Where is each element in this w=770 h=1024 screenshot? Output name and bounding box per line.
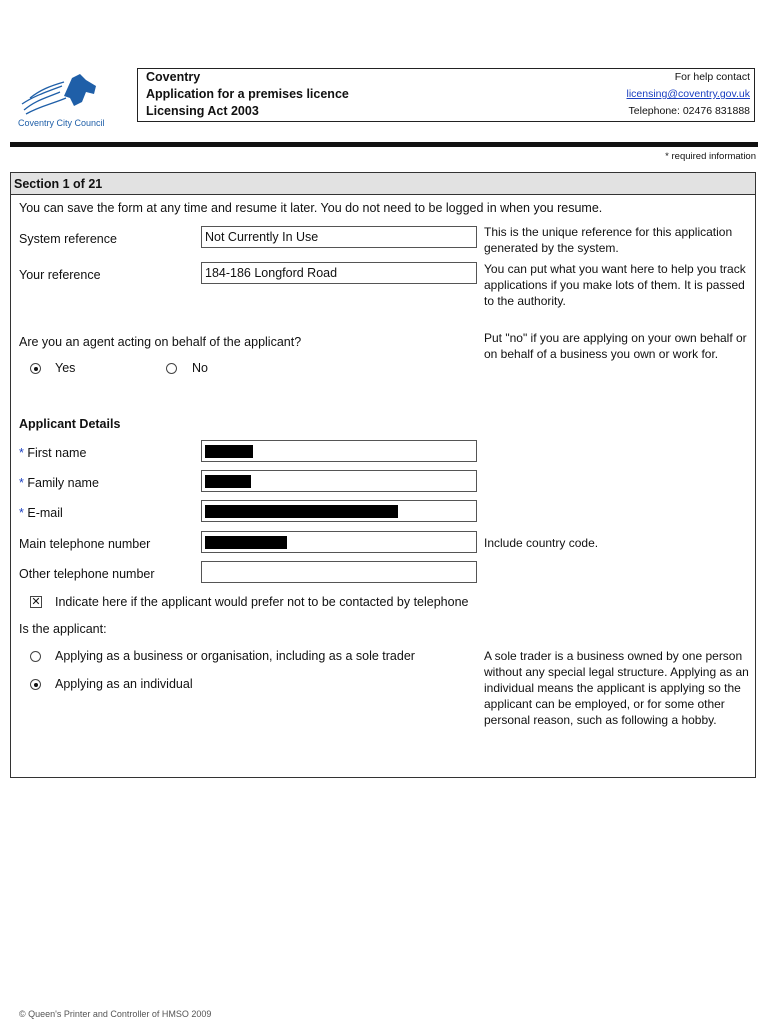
business-radio[interactable] — [30, 651, 41, 662]
is-applicant-label: Is the applicant: — [19, 622, 107, 636]
individual-option-label: Applying as an individual — [55, 677, 193, 691]
agent-question: Are you an agent acting on behalf of the applicant? — [19, 335, 302, 349]
main-phone-label: Main telephone number — [19, 537, 151, 551]
system-ref-input[interactable]: Not Currently In Use — [201, 226, 477, 248]
your-ref-help: You can put what you want here to help you track applications if you make lots of them. It is passed to the authority. — [484, 262, 746, 308]
email-input[interactable] — [201, 500, 477, 522]
section-heading: Section 1 of 21 — [11, 173, 755, 195]
main-phone-help: Include country code. — [484, 536, 599, 550]
copyright-footer: © Queen's Printer and Controller of HMSO 2009 — [19, 1009, 212, 1019]
agent-yes-label: Yes — [55, 361, 76, 375]
agent-no-label: No — [192, 361, 208, 375]
header-divider — [10, 142, 758, 147]
first-name-input[interactable] — [201, 440, 477, 462]
email-label — [19, 506, 63, 520]
redacted-value — [205, 505, 398, 518]
system-ref-label: System reference — [19, 232, 117, 246]
required-note: * required information — [665, 151, 756, 162]
email-text: E-mail — [27, 506, 63, 520]
form-header — [137, 68, 755, 122]
first-name-text: First name — [27, 446, 87, 460]
header-title-1: Coventry — [146, 70, 201, 84]
your-ref-input[interactable]: 184-186 Longford Road — [201, 262, 477, 284]
help-label: For help contact — [674, 71, 750, 83]
main-phone-input[interactable] — [201, 531, 477, 553]
section-1 — [10, 172, 756, 778]
system-ref-help: This is the unique reference for this application generated by the system. — [484, 225, 733, 255]
required-star: * — [19, 446, 24, 460]
individual-radio[interactable] — [30, 679, 41, 690]
required-star: * — [19, 476, 24, 490]
other-phone-label: Other telephone number — [19, 567, 155, 581]
header-title-3: Licensing Act 2003 — [146, 104, 259, 118]
header-title-2: Application for a premises licence — [146, 87, 349, 101]
section-intro: You can save the form at any time and resume it later. You do not need to be logged in when you resume. — [19, 201, 603, 215]
agent-help: Put "no" if you are applying on your own behalf or on behalf of a business you own or work for. — [484, 331, 747, 361]
help-phone: Telephone: 02476 831888 — [628, 105, 750, 117]
horse-emblem-icon — [16, 70, 116, 120]
applicant-type-help: A sole trader is a business owned by one person without any special legal structure. Applying as an individual means the applicant is applying so the applicant can be employed, or for some other personal reason, such as following a hobby. — [484, 649, 749, 727]
no-phone-contact-checkbox[interactable]: ✕ — [31, 596, 41, 608]
business-option-label: Applying as a business or organisation, including as a sole trader — [55, 649, 415, 663]
no-phone-contact-label: Indicate here if the applicant would prefer not to be contacted by telephone — [55, 595, 469, 609]
first-name-label — [19, 446, 86, 460]
family-name-text: Family name — [27, 476, 99, 490]
agent-no-radio[interactable] — [166, 363, 177, 374]
redacted-value — [205, 536, 287, 549]
your-ref-label: Your reference — [19, 268, 101, 282]
applicant-heading: Applicant Details — [19, 417, 121, 431]
other-phone-input[interactable] — [201, 561, 477, 583]
family-name-label — [19, 476, 99, 490]
council-logo — [14, 70, 124, 132]
family-name-input[interactable] — [201, 470, 477, 492]
redacted-value — [205, 475, 251, 488]
help-email-link[interactable]: licensing@coventry.gov.uk — [626, 88, 750, 100]
agent-yes-radio[interactable] — [30, 363, 41, 374]
required-star: * — [19, 506, 24, 520]
council-name: Coventry City Council — [18, 118, 105, 128]
redacted-value — [205, 445, 253, 458]
